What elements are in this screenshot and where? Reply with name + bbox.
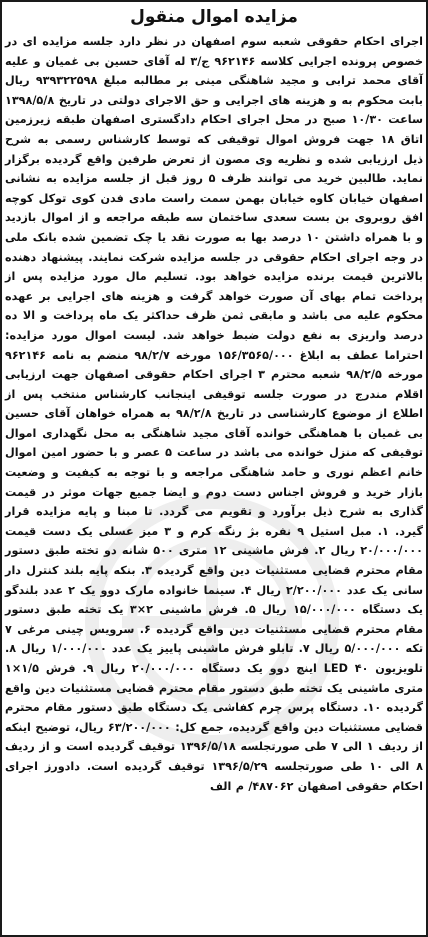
notice-body: اجرای احکام حقوقی شعبه سوم اصفهان در نظر دارد جلسه مزایده ای در خصوص پرونده اجرایی کلاسه ۹۶۲۱۴۶ ج/۳ له آقای حسین بی غمیان و علیه آقای محمد ترابی و مجید شاهنگی مینی بر مطالبه مبلغ ۹۳۹۳۲۲۵۹۸ ریال بابت محکوم به و هزینه های اجرایی و حق الاجرای دولتی در تاریخ ۱۳۹۸/۵/۸ ساعت ۱۰/۳۰ صبح در محل اجرای احکام دادگستری اصفهان طبقه زیرزمین اتاق ۱۸ جهت فروش اموال توقیفی که توسط کارشناس رسمی به شرح ذیل ارزیابی شده و نظریه وی مصون از تعرض طرفین واقع گردیده برگزار نماید. طالبین خرید می توانند ظرف ۵ روز قبل از جلسه مزایده به نشانی اصفهان خیابان کاوه خیابان بهمن سمت راست مادی فدن کوی توکل کوچه افق روبروی بن بست سعدی ساختمان سه طبقه مراجعه و از اموال بازدید و با همراه داشتن ۱۰ درصد بها به صورت نقد یا چک تضمین شده بانک ملی در وجه اجرای احکام حقوقی در جلسه مزایده شرکت نمایند. پیشنهاد دهنده بالاترین قیمت برنده مزایده خواهد بود. تسلیم مال مورد مزایده پس از پرداخت تمام بهای آن صورت خواهد گرفت و هزینه های اجرایی بر عهده محکوم علیه می باشد و مابقی ثمن ظرف حداکثر یک ماه پرداخت و الا ده درصد واریزی به نفع دولت ضبط خواهد شد. لیست اموال مورد مزایده: احتراما عطف به ابلاغ ۱۵۶/۳۵۶۵/۰۰۰ مورخه ۹۸/۲/۷ منضم به نامه ۹۶۲۱۴۶ مورخه ۹۸/۲/۵ شعبه محترم ۳ اجرای احکام حقوقی اصفهان جهت ارزیابی اقلام مندرج در صورت جلسه توقیفی اینجانب کارشناس منتخب پس از اطلاع از موضوع کارشناسی در تاریخ ۹۸/۲/۸ به همراه خواهان آقای حسین بی غمیان با هماهنگی خوانده آقای مجید شاهنگی به محل نگهداری اموال توقیفی که منزل خوانده می باشد در ساعت ۵ عصر و با حضور امین اموال خانم اعظم نوری و حامد شاهنگی مراجعه و با توجه به کیفیت و وضعیت بازار خرید و فروش اجناس دست دوم و ایضا جمیع جهات موثر در قیمت گذاری به شرح ذیل برآورد و تقویم می گردد. تا مبنا و پایه مزایده قرار گیرد. ۱. مبل استیل ۹ نفره بژ رنگه کرم و ۳ میز عسلی یک دست قیمت ۲۰/۰۰۰/۰۰۰ ریال ۲. فرش ماشینی ۱۲ متری ۵۰۰ شانه دو تخته طبق دستور مقام محترم قضایی مستثنیات دین واقع گردیده ۳. بنکه پایه بلند کنترل دار سانی یک عدد ۲/۲۰۰/۰۰۰ ریال ۴. سینما خانواده مارک دوو یک ۲ عدد بلندگو یک دستگاه ۱۵/۰۰۰/۰۰۰ ریال ۵. فرش ماشینی ۲×۳ یک تخته طبق دستور مقام محترم قضایی مستثنیات دین واقع گردیده ۶. سرویس چینی مرغی ۷ تکه ۵/۰۰۰/۰۰۰ ریال ۷. تابلو فرش ماشینی پاییز یک عدد ۱/۰۰۰/۰۰۰ ریال ۸. تلویزیون LED ۴۰ اینچ دوو یک دستگاه ۲۰/۰۰۰/۰۰۰ ریال ۹. فرش ۱/۵×۱ متری ماشینی یک تخته طبق دستور مقام محترم قضایی مستثنیات دین واقع گردیده ۱۰. دستگاه پرس چرم کفاشی یک دستگاه طبق دستور مقام محترم قضایی مستثنیات دین واقع گردیده، جمع کل: ۶۳/۲۰۰/۰۰۰ ریال، توضیح اینکه از ردیف ۱ الی ۷ طی صورتجلسه ۱۳۹۶/۵/۱۸ توقیف گردیده است و از ردیف ۸ الی ۱۰ طی صورتجلسه ۱۳۹۶/۵/۲۹ توقیف گردیده است. دادورز اجرای احکام حقوقی اصفهان ۴۸۷۰۶۲/ م الف <box>5 35 424 793</box>
notice-title: مزایده اموال منقول <box>130 7 298 27</box>
